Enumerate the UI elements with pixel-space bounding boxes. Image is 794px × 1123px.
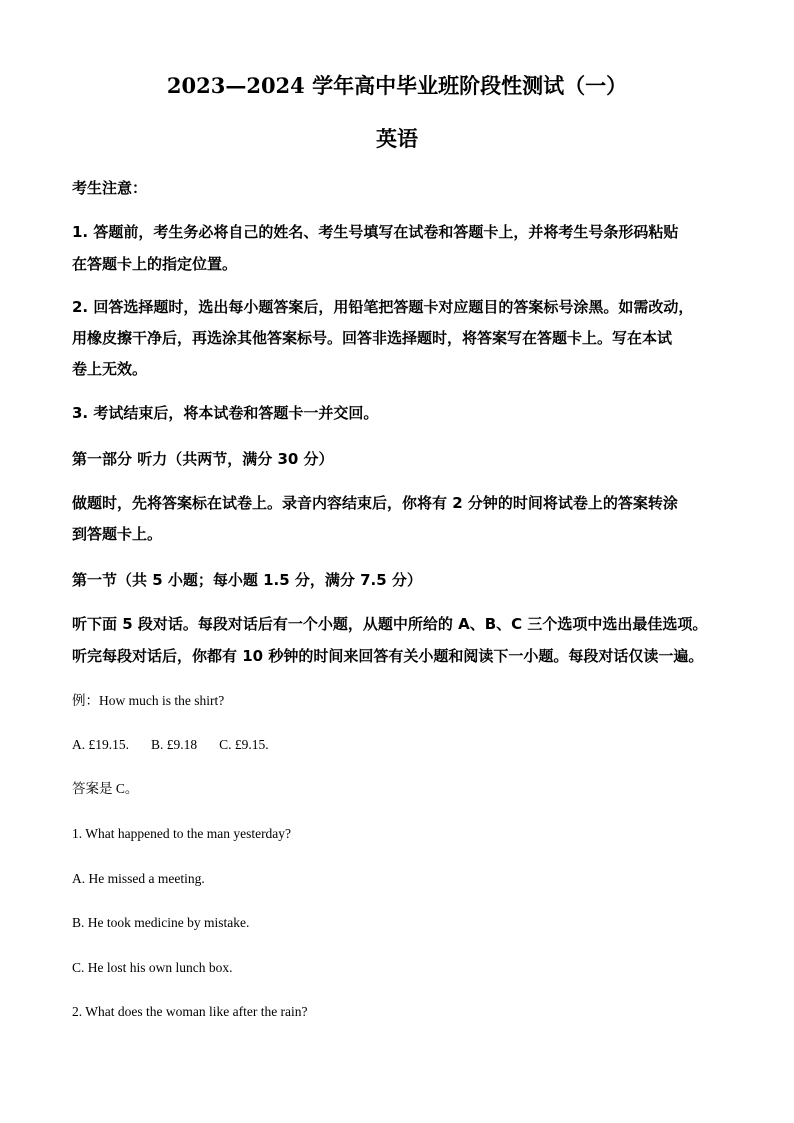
part1-heading: 第一部分 听力（共两节，满分 30 分） [72, 450, 334, 468]
part1-instruction-line-2: 到答题卡上。 [72, 525, 163, 543]
section1-instruction-line-1: 听下面 5 段对话。每段对话后有一个小题，从题中所给的 A、B、C 三个选项中选出最佳选项。 [72, 615, 708, 633]
notice-item-2-line-1: 2. 回答选择题时，选出每小题答案后，用铅笔把答题卡对应题目的答案标号涂黑。如需改动， [72, 298, 694, 316]
section1-heading: 第一节（共 5 小题；每小题 1.5 分，满分 7.5 分） [72, 571, 422, 589]
question-1: 1. What happened to the man yesterday? [72, 826, 292, 841]
notice-item-2-line-3: 卷上无效。 [72, 360, 148, 378]
section1-instruction-line-2: 听完每段对话后，你都有 10 秒钟的时间来回答有关小题和阅读下一小题。每段对话仅读一遍。 [72, 647, 704, 665]
example-answer: 答案是 C。 [72, 781, 139, 796]
subject-title: 英语 [376, 126, 418, 151]
example-option-c: C. £9.15. [219, 737, 269, 752]
question-1-option-b: B. He took medicine by mistake. [72, 915, 250, 930]
example-option-b: B. £9.18 [151, 737, 198, 752]
notice-item-2-line-2: 用橡皮擦干净后，再选涂其他答案标号。回答非选择题时，将答案写在答题卡上。写在本试 [72, 329, 673, 347]
question-2: 2. What does the woman like after the rain? [72, 1004, 308, 1019]
example-option-a: A. £19.15. [72, 737, 129, 752]
notice-item-3: 3. 考试结束后，将本试卷和答题卡一并交回。 [72, 404, 379, 422]
example-options [72, 735, 732, 755]
exam-title: 2023—2024 学年高中毕业班阶段性测试（一） [166, 73, 628, 98]
question-1-option-c: C. He lost his own lunch box. [72, 960, 233, 975]
part1-instruction-line-1: 做题时，先将答案标在试卷上。录音内容结束后，你将有 2 分钟的时间将试卷上的答案转涂 [72, 494, 678, 512]
example-question: 例：How much is the shirt? [72, 693, 225, 708]
question-1-option-a: A. He missed a meeting. [72, 871, 205, 886]
notice-item-1-line-2: 在答题卡上的指定位置。 [72, 255, 238, 273]
notice-item-1-line-1: 1. 答题前，考生务必将自己的姓名、考生号填写在试卷和答题卡上，并将考生号条形码粘贴 [72, 223, 679, 241]
notice-heading: 考生注意： [72, 179, 148, 197]
